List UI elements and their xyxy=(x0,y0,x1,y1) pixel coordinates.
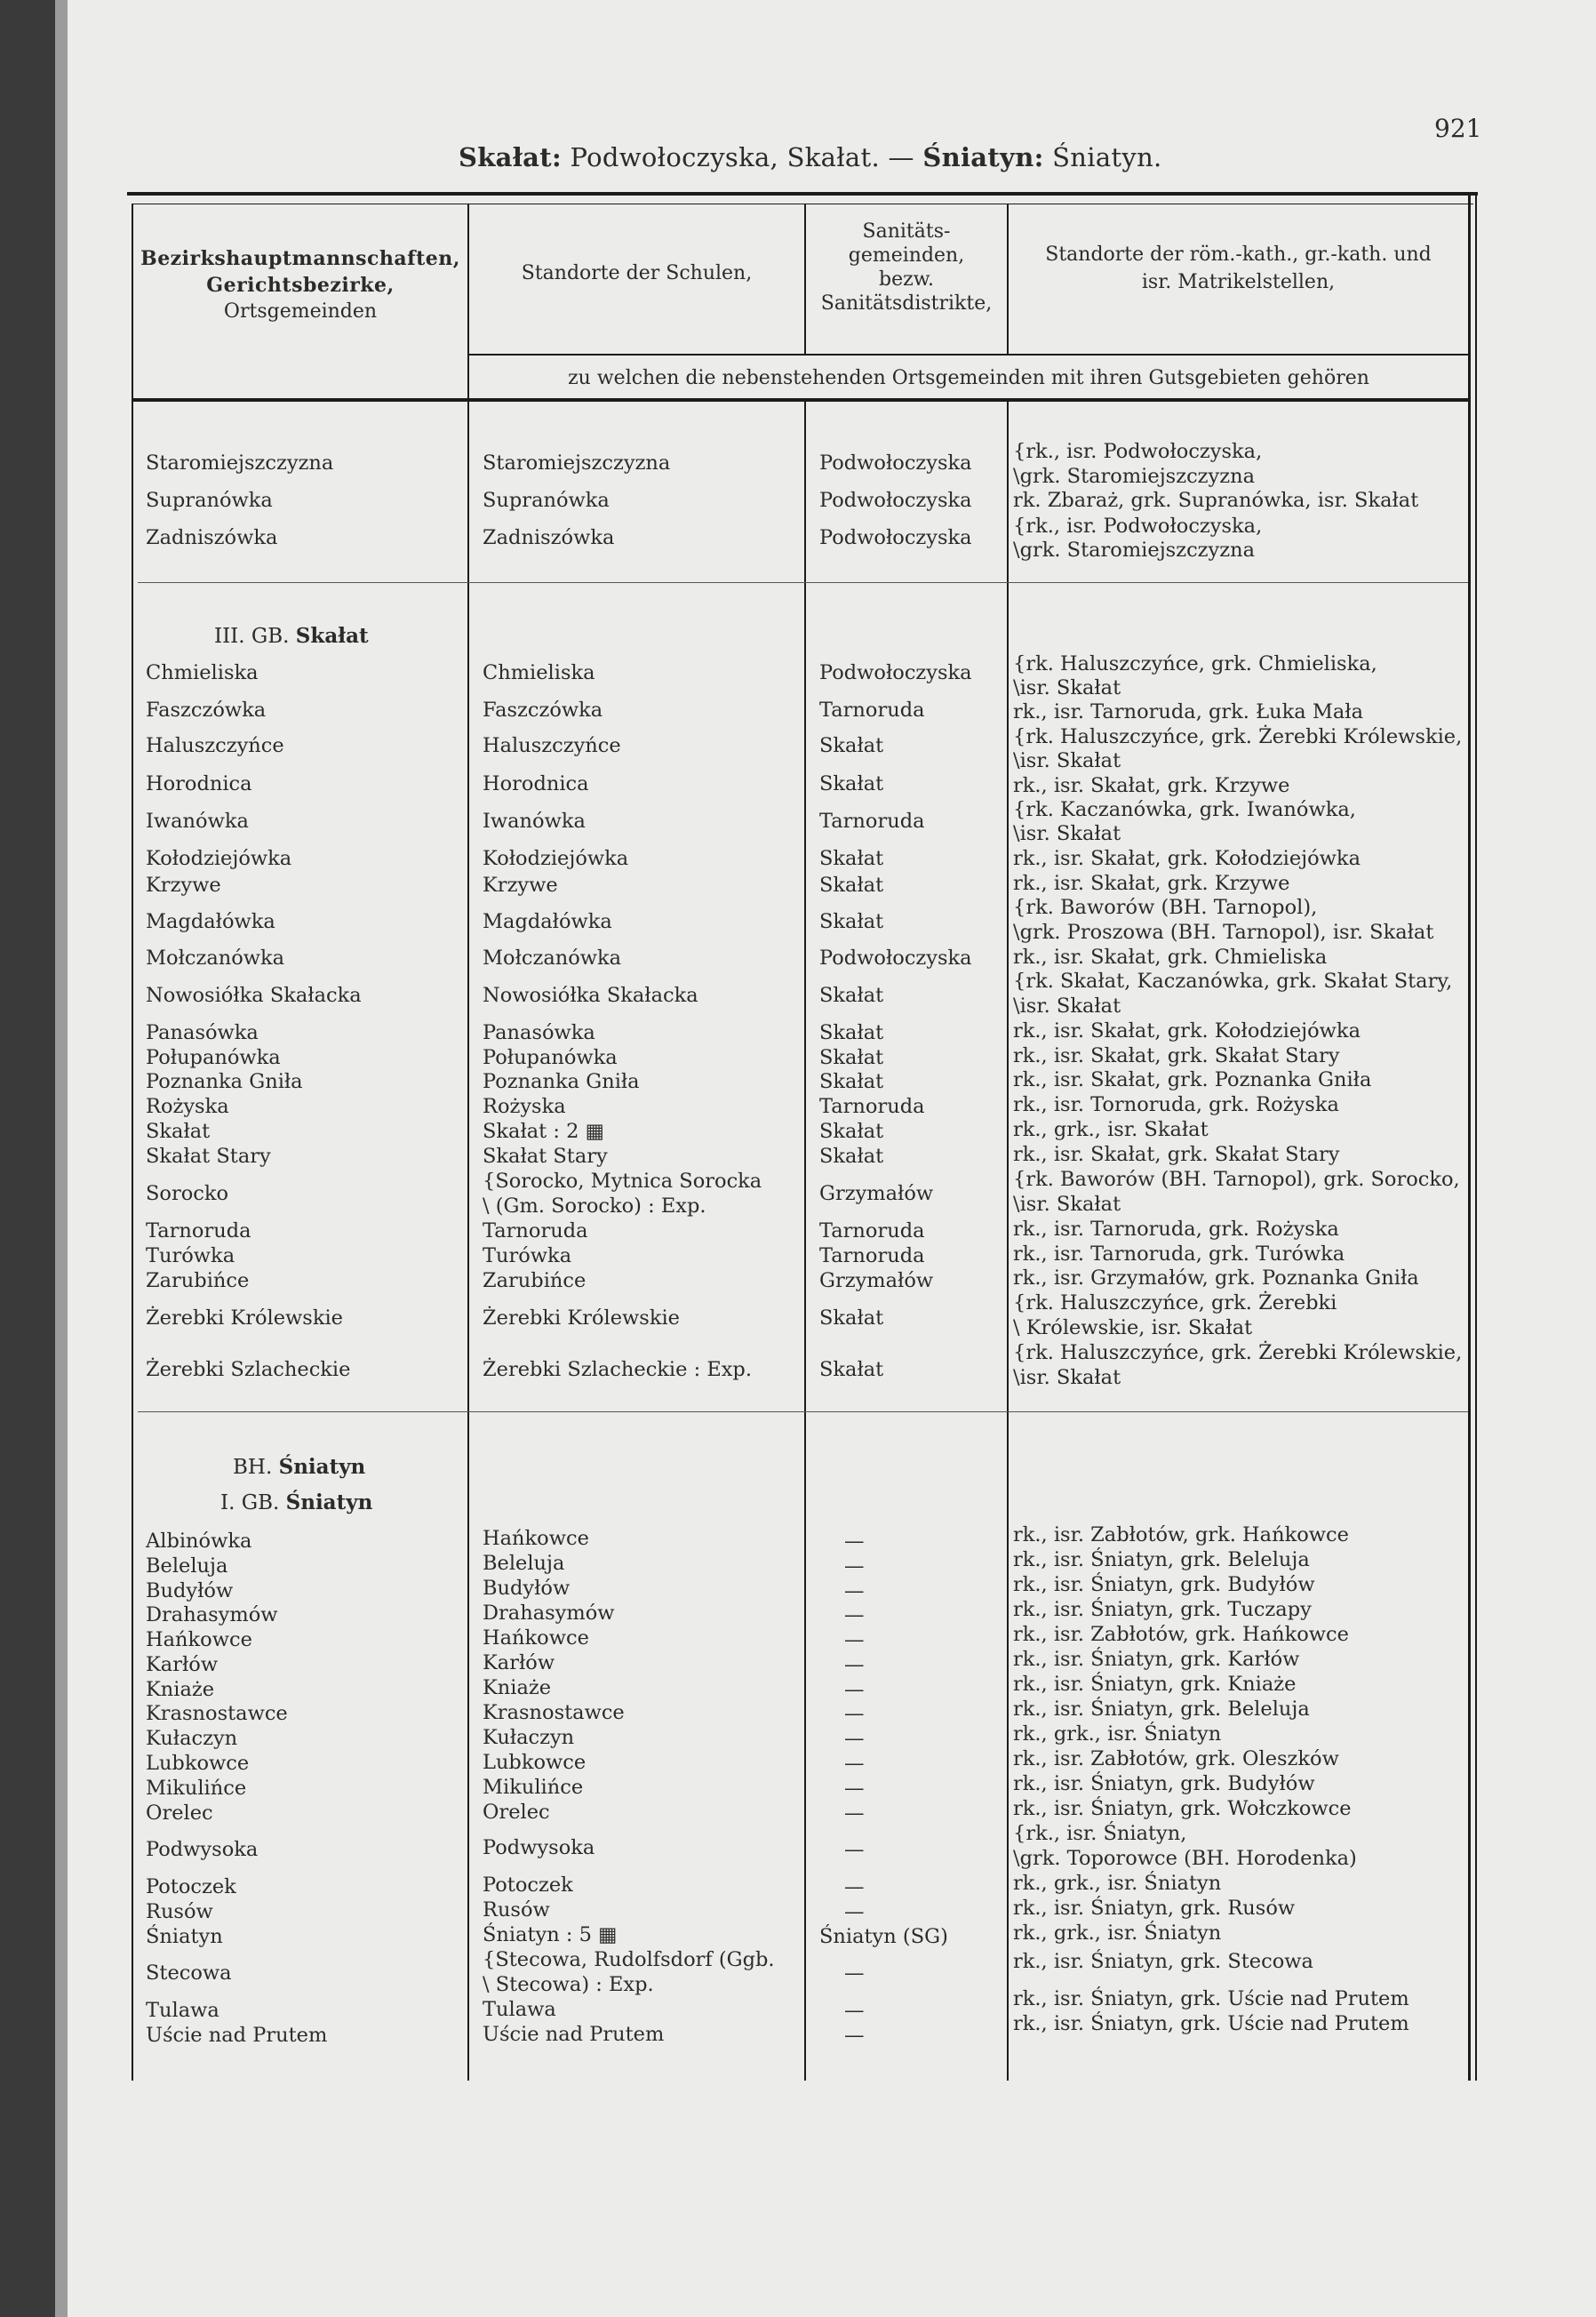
table-cell: — xyxy=(844,1702,865,1725)
table-cell: Skałat xyxy=(819,734,884,757)
table-cell: — xyxy=(844,1999,865,2022)
table-cell: Kołodziejówka xyxy=(483,847,629,870)
table-cell: Poznanka Gniła xyxy=(483,1070,640,1093)
table-cell: — xyxy=(844,1554,865,1578)
table-cell: \ (Gm. Sorocko) : Exp. xyxy=(483,1194,706,1218)
table-cell: rk., isr. Skałat, grk. Kołodziejówka xyxy=(1013,1019,1361,1043)
table-cell: — xyxy=(844,1727,865,1750)
table-cell: Rożyska xyxy=(483,1095,566,1118)
table-cell: Podwysoka xyxy=(146,1838,259,1861)
table-cell: Krasnostawce xyxy=(483,1701,625,1724)
table-cell: Uście nad Prutem xyxy=(146,2024,328,2047)
table-cell: {Stecowa, Rudolfsdorf (Ggb. xyxy=(483,1948,775,1971)
table-cell: rk., isr. Skałat, grk. Skałat Stary xyxy=(1013,1143,1340,1166)
table-cell: Magdałówka xyxy=(483,910,612,933)
table-cell: Stecowa xyxy=(146,1961,232,1985)
table-cell: {rk. Haluszczyńce, grk. Chmieliska, xyxy=(1013,652,1377,675)
table-cell: rk., grk., isr. Śniatyn xyxy=(1013,1872,1222,1895)
table-cell: \isr. Skałat xyxy=(1013,822,1121,845)
table-cell: Drahasymów xyxy=(483,1602,615,1625)
table-cell: rk., isr. Śniatyn, grk. Beleluja xyxy=(1013,1698,1310,1721)
table-cell: rk., isr. Skałat, grk. Krzywe xyxy=(1013,774,1290,797)
col-divider-2b xyxy=(804,402,806,2081)
table-cell: Skałat Stary xyxy=(483,1145,608,1168)
table-cell: Tarnoruda xyxy=(146,1219,251,1242)
table-cell: rk., isr. Zabłotów, grk. Hańkowce xyxy=(1013,1623,1349,1646)
scan-binding-shadow xyxy=(55,0,68,2317)
table-cell: {rk. Baworów (BH. Tarnopol), xyxy=(1013,896,1318,919)
table-cell: Podwysoka xyxy=(483,1836,595,1859)
table-right-border-outer xyxy=(1475,192,1477,2081)
table-cell: \grk. Toporowce (BH. Horodenka) xyxy=(1013,1847,1357,1870)
table-cell: rk., isr. Śniatyn, grk. Beleluja xyxy=(1013,1548,1310,1571)
table-cell: Budyłów xyxy=(483,1577,571,1600)
table-cell: — xyxy=(844,1900,865,1923)
table-cell: rk., isr. Śniatyn, grk. Stecowa xyxy=(1013,1950,1313,1973)
table-cell: Supranówka xyxy=(483,489,610,512)
table-cell: Grzymałów xyxy=(819,1182,934,1205)
table-cell: Żerebki Królewskie xyxy=(146,1306,343,1330)
table-cell: Skałat xyxy=(819,910,884,933)
table-cell: Rusów xyxy=(146,1900,213,1923)
table-cell: rk., grk., isr. Skałat xyxy=(1013,1118,1209,1141)
table-cell: {rk. Skałat, Kaczanówka, grk. Skałat Stary, xyxy=(1013,970,1453,993)
table-cell: Sorocko xyxy=(146,1182,229,1205)
table-cell: Skałat xyxy=(819,1306,884,1330)
table-cell: — xyxy=(844,2024,865,2047)
table-cell: Tarnoruda xyxy=(819,810,925,833)
table-cell: — xyxy=(844,1838,865,1861)
table-cell: Skałat xyxy=(146,1120,211,1143)
table-cell: Orelec xyxy=(483,1801,550,1824)
table-cell: Kniaże xyxy=(146,1678,215,1701)
col-divider-1 xyxy=(467,204,469,2081)
table-cell: Faszczówka xyxy=(146,699,267,722)
table-cell: Albinówka xyxy=(146,1530,252,1553)
table-cell: rk., isr. Śniatyn, grk. Budyłów xyxy=(1013,1772,1315,1795)
table-cell: Tulawa xyxy=(483,1998,556,2021)
table-cell: {rk. Haluszczyńce, grk. Żerebki Królewskie, xyxy=(1013,1341,1463,1364)
table-subheader: zu welchen die nebenstehenden Ortsgemeinden mit ihren Gutsgebieten gehören xyxy=(568,367,1369,389)
table-cell: {rk., isr. Śniatyn, xyxy=(1013,1822,1187,1845)
col-header-registers: Standorte der röm.-kath., gr.-kath. und isr. Matrikelstellen, xyxy=(1045,244,1432,293)
table-cell: — xyxy=(844,1777,865,1800)
table-cell: Lubkowce xyxy=(146,1752,250,1775)
table-cell: — xyxy=(844,1603,865,1626)
table-cell: Horodnica xyxy=(483,772,589,795)
table-cell: rk., isr. Śniatyn, grk. Tuczapy xyxy=(1013,1598,1312,1621)
table-cell: Lubkowce xyxy=(483,1751,587,1774)
table-cell: Chmieliska xyxy=(483,661,595,684)
table-cell: {rk., isr. Podwołoczyska, xyxy=(1013,515,1263,538)
table-right-border xyxy=(1468,192,1471,2081)
table-cell: rk., isr. Skałat, grk. Kołodziejówka xyxy=(1013,847,1361,870)
table-cell: — xyxy=(844,1875,865,1898)
table-cell: — xyxy=(844,1530,865,1553)
table-cell: Magdałówka xyxy=(146,910,275,933)
table-cell: Podwołoczyska xyxy=(819,489,972,512)
section-heading-skalat: III. GB. Skałat xyxy=(214,624,369,648)
table-cell: {rk., isr. Podwołoczyska, xyxy=(1013,440,1263,463)
table-cell: Kułaczyn xyxy=(483,1726,575,1749)
table-top-border xyxy=(127,192,1478,196)
table-cell: Staromiejszczyzna xyxy=(146,451,334,475)
table-cell: \grk. Staromiejszczyzna xyxy=(1013,539,1255,562)
table-cell: rk., grk., isr. Śniatyn xyxy=(1013,1922,1222,1945)
table-cell: Karłów xyxy=(483,1651,555,1674)
table-cell: Nowosiółka Skałacka xyxy=(146,984,362,1007)
table-cell: Horodnica xyxy=(146,772,252,795)
table-cell: \grk. Staromiejszczyzna xyxy=(1013,465,1255,488)
table-cell: Karłów xyxy=(146,1653,219,1676)
table-cell: Kołodziejówka xyxy=(146,847,292,870)
table-cell: rk., isr. Śniatyn, grk. Wołczkowce xyxy=(1013,1797,1352,1820)
table-cell: Tulawa xyxy=(146,1999,219,2022)
table-cell: Śniatyn xyxy=(146,1925,223,1948)
table-cell: Żerebki Królewskie xyxy=(483,1306,680,1330)
table-cell: Śniatyn : 5 ▦ xyxy=(483,1923,618,1946)
table-cell: Skałat : 2 ▦ xyxy=(483,1120,604,1143)
table-cell: Skałat xyxy=(819,1046,884,1069)
table-cell: {rk. Haluszczyńce, grk. Żerebki Królewskie, xyxy=(1013,725,1463,748)
table-cell: Haluszczyńce xyxy=(146,734,284,757)
table-cell: Hańkowce xyxy=(146,1628,252,1651)
col-header-district: Bezirkshauptmannschaften, Gerichtsbezirke, Ortsgemeinden xyxy=(140,247,460,323)
table-cell: Skałat xyxy=(819,1145,884,1168)
table-cell: Budyłów xyxy=(146,1579,234,1602)
page-title: Skałat: Podwołoczyska, Skałat. — Śniatyn: Śniatyn. xyxy=(459,142,1162,172)
table-cell: Skałat xyxy=(819,772,884,795)
table-cell: {rk. Haluszczyńce, grk. Żerebki xyxy=(1013,1291,1337,1314)
table-cell: Zadniszówka xyxy=(483,526,615,549)
table-cell: Żerebki Szlacheckie xyxy=(146,1358,351,1381)
table-cell: Potoczek xyxy=(483,1874,573,1897)
table-cell: Mołczanówka xyxy=(483,947,622,970)
table-cell: Połupanówka xyxy=(146,1046,281,1069)
table-cell: rk., isr. Śniatyn, grk. Uście nad Prutem xyxy=(1013,2012,1409,2035)
table-cell: rk., isr. Skałat, grk. Krzywe xyxy=(1013,872,1290,895)
table-cell: Podwołoczyska xyxy=(819,451,972,475)
table-cell: rk., isr. Zabłotów, grk. Hańkowce xyxy=(1013,1523,1349,1546)
table-cell: Rusów xyxy=(483,1898,550,1922)
table-cell: rk., isr. Tarnoruda, grk. Rożyska xyxy=(1013,1218,1339,1241)
table-cell: Mołczanówka xyxy=(146,947,285,970)
table-cell: Chmieliska xyxy=(146,661,259,684)
col-header-schools: Standorte der Schulen, xyxy=(521,262,753,284)
table-cell: \isr. Skałat xyxy=(1013,676,1121,699)
table-cell: Skałat xyxy=(819,1021,884,1044)
table-cell: Uście nad Prutem xyxy=(483,2023,665,2046)
table-cell: Skałat xyxy=(819,1358,884,1381)
table-cell: rk. Zbaraż, grk. Supranówka, isr. Skałat xyxy=(1013,489,1419,512)
table-cell: Śniatyn (SG) xyxy=(819,1925,948,1948)
table-cell: Zarubińce xyxy=(146,1269,250,1292)
table-cell: Kniaże xyxy=(483,1676,552,1699)
col-header-sanitary: Sanitäts- gemeinden, bezw. Sanitätsdistrikte, xyxy=(820,220,993,315)
header-divider xyxy=(467,354,1468,356)
table-cell: Beleluja xyxy=(483,1552,565,1575)
table-cell: — xyxy=(844,1802,865,1825)
table-cell: Mikulińce xyxy=(146,1777,247,1800)
table-cell: {rk. Kaczanówka, grk. Iwanówka, xyxy=(1013,798,1356,821)
section-divider-1 xyxy=(138,582,1468,583)
section-divider-2 xyxy=(138,1411,1468,1412)
table-cell: Zarubińce xyxy=(483,1269,587,1292)
table-cell: Podwołoczyska xyxy=(819,947,972,970)
table-cell: Krzywe xyxy=(146,874,221,897)
table-cell: rk., isr. Tornoruda, grk. Rożyska xyxy=(1013,1093,1339,1116)
table-cell: \isr. Skałat xyxy=(1013,749,1121,772)
table-cell: Skałat Stary xyxy=(146,1145,271,1168)
table-cell: {Sorocko, Mytnica Sorocka xyxy=(483,1170,762,1193)
table-cell: rk., isr. Skałat, grk. Skałat Stary xyxy=(1013,1044,1340,1067)
table-cell: Skałat xyxy=(819,874,884,897)
section-heading-gb-sniatyn: I. GB. Śniatyn xyxy=(220,1490,373,1514)
table-cell: — xyxy=(844,1961,865,1985)
table-cell: Mikulińce xyxy=(483,1776,584,1799)
table-cell: Turówka xyxy=(146,1244,235,1267)
table-cell: \isr. Skałat xyxy=(1013,1193,1121,1216)
table-cell: Beleluja xyxy=(146,1554,228,1578)
table-cell: rk., isr. Zabłotów, grk. Oleszków xyxy=(1013,1747,1339,1770)
table-cell: Iwanówka xyxy=(483,810,586,833)
table-cell: Skałat xyxy=(819,1120,884,1143)
table-cell: Haluszczyńce xyxy=(483,734,621,757)
header-bottom-border xyxy=(133,398,1468,402)
table-cell: — xyxy=(844,1678,865,1701)
table-cell: rk., isr. Śniatyn, grk. Budyłów xyxy=(1013,1573,1315,1596)
table-cell: Tarnoruda xyxy=(819,699,925,722)
table-cell: — xyxy=(844,1628,865,1651)
table-cell: \ Stecowa) : Exp. xyxy=(483,1973,654,1996)
page-number: 921 xyxy=(1434,114,1482,143)
table-cell: — xyxy=(844,1579,865,1602)
table-cell: rk., isr. Grzymałów, grk. Poznanka Gniła xyxy=(1013,1266,1419,1290)
table-cell: Podwołoczyska xyxy=(819,661,972,684)
table-cell: Skałat xyxy=(819,984,884,1007)
table-cell: Krzywe xyxy=(483,874,558,897)
table-cell: Tarnoruda xyxy=(483,1219,588,1242)
section-heading-bh-sniatyn: BH. Śniatyn xyxy=(233,1455,366,1479)
table-cell: rk., isr. Śniatyn, grk. Uście nad Prutem xyxy=(1013,1987,1409,2010)
table-cell: Panasówka xyxy=(483,1021,595,1044)
table-cell: Nowosiółka Skałacka xyxy=(483,984,698,1007)
table-cell: Poznanka Gniła xyxy=(146,1070,303,1093)
table-cell: Połupanówka xyxy=(483,1046,618,1069)
table-cell: Hańkowce xyxy=(483,1527,589,1550)
table-cell: rk., isr. Tarnoruda, grk. Łuka Mała xyxy=(1013,700,1364,723)
table-left-border xyxy=(132,204,133,2081)
table-cell: Tarnoruda xyxy=(819,1095,925,1118)
table-cell: Tarnoruda xyxy=(819,1244,925,1267)
table-cell: rk., isr. Śniatyn, grk. Rusów xyxy=(1013,1897,1296,1920)
table-cell: rk., isr. Śniatyn, grk. Kniaże xyxy=(1013,1673,1297,1696)
table-cell: — xyxy=(844,1653,865,1676)
table-cell: rk., isr. Skałat, grk. Chmieliska xyxy=(1013,946,1328,969)
table-cell: rk., isr. Skałat, grk. Poznanka Gniła xyxy=(1013,1068,1372,1091)
table-cell: Orelec xyxy=(146,1802,213,1825)
table-cell: Iwanówka xyxy=(146,810,249,833)
table-cell: Rożyska xyxy=(146,1095,229,1118)
table-cell: Panasówka xyxy=(146,1021,259,1044)
table-cell: rk., grk., isr. Śniatyn xyxy=(1013,1722,1222,1746)
table-cell: Hańkowce xyxy=(483,1626,589,1650)
table-cell: {rk. Baworów (BH. Tarnopol), grk. Sorocko, xyxy=(1013,1168,1460,1191)
table-cell: Drahasymów xyxy=(146,1603,278,1626)
table-cell: Grzymałów xyxy=(819,1269,934,1292)
table-cell: \grk. Proszowa (BH. Tarnopol), isr. Skałat xyxy=(1013,921,1434,944)
table-cell: \ Królewskie, isr. Skałat xyxy=(1013,1316,1253,1339)
table-cell: Staromiejszczyzna xyxy=(483,451,671,475)
col-divider-3b xyxy=(1007,402,1009,2081)
table-cell: rk., isr. Śniatyn, grk. Karłów xyxy=(1013,1648,1300,1671)
table-cell: Faszczówka xyxy=(483,699,603,722)
table-cell: \isr. Skałat xyxy=(1013,1366,1121,1389)
scan-binding-edge xyxy=(0,0,55,2317)
table-cell: rk., isr. Tarnoruda, grk. Turówka xyxy=(1013,1242,1345,1266)
table-cell: — xyxy=(844,1752,865,1775)
table-cell: Skałat xyxy=(819,847,884,870)
table-cell: \isr. Skałat xyxy=(1013,995,1121,1018)
table-cell: Krasnostawce xyxy=(146,1702,288,1725)
table-cell: Podwołoczyska xyxy=(819,526,972,549)
table-cell: Żerebki Szlacheckie : Exp. xyxy=(483,1358,752,1381)
table-cell: Kułaczyn xyxy=(146,1727,238,1750)
table-cell: Potoczek xyxy=(146,1875,236,1898)
table-cell: Skałat xyxy=(819,1070,884,1093)
table-cell: Zadniszówka xyxy=(146,526,278,549)
table-cell: Tarnoruda xyxy=(819,1219,925,1242)
table-cell: Turówka xyxy=(483,1244,572,1267)
table-cell: Supranówka xyxy=(146,489,273,512)
